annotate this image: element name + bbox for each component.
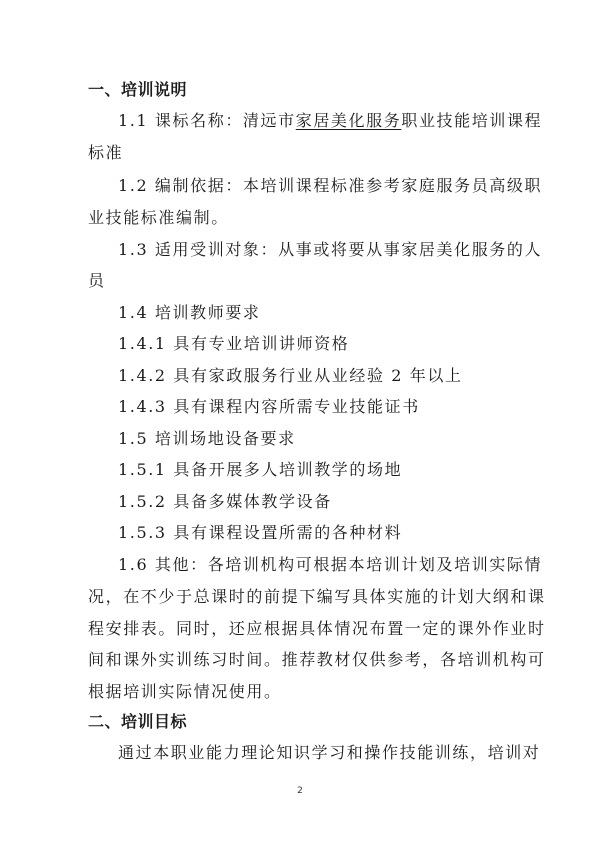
- section-1-heading: 一、培训说明: [88, 80, 188, 99]
- item-1-5-3: 1.5.3 具有课程设置所需的各种材料: [118, 523, 403, 542]
- item-1-2-line2: 业技能标准编制。: [88, 208, 229, 227]
- item-1-6-line4: 间和课外实训练习时间。推荐教材仅供参考，各培训机构可: [88, 650, 546, 669]
- item-1-1-highlight: 家居美化服务: [295, 111, 402, 130]
- item-1-3-line2: 员: [88, 271, 106, 290]
- item-1-4-1: 1.4.1 具有专业培训讲师资格: [118, 334, 350, 353]
- item-1-2-line1: 1.2 编制依据：本培训课程标准参考家庭服务员高级职: [118, 176, 543, 195]
- item-1-4-2: 1.4.2 具有家政服务行业从业经验 2 年以上: [118, 366, 463, 385]
- page-number: 2: [297, 786, 303, 796]
- item-1-6-line1: 1.6 其他：各培训机构可根据本培训计划及培训实际情: [118, 555, 543, 574]
- item-1-1-line1: [118, 111, 542, 131]
- item-1-3-line1: 1.3 适用受训对象：从事或将要从事家居美化服务的人: [118, 240, 543, 259]
- item-1-5-1: 1.5.1 具备开展多人培训教学的场地: [118, 460, 403, 479]
- section-2-heading: 二、培训目标: [88, 712, 188, 731]
- item-1-1-suffix: 职业技能培训课程: [401, 111, 543, 130]
- item-1-5: 1.5 培训场地设备要求: [118, 429, 296, 448]
- item-1-5-2: 1.5.2 具备多媒体教学设备: [118, 492, 332, 511]
- item-1-6-line3: 程安排表。同时，还应根据具体情况布置一定的课外作业时: [88, 619, 546, 638]
- section-2-line1: 通过本职业能力理论知识学习和操作技能训练，培训对: [118, 743, 541, 762]
- item-1-1-line2: 标准: [88, 143, 124, 162]
- item-1-4-3: 1.4.3 具有课程内容所需专业技能证书: [118, 397, 420, 416]
- item-1-4: 1.4 培训教师要求: [118, 303, 261, 322]
- item-1-1-prefix: 1.1 课标名称：清远市: [118, 111, 296, 130]
- item-1-6-line5: 根据培训实际情况使用。: [88, 682, 282, 701]
- item-1-6-line2: 况，在不少于总课时的前提下编写具体实施的计划大纲和课: [88, 587, 546, 606]
